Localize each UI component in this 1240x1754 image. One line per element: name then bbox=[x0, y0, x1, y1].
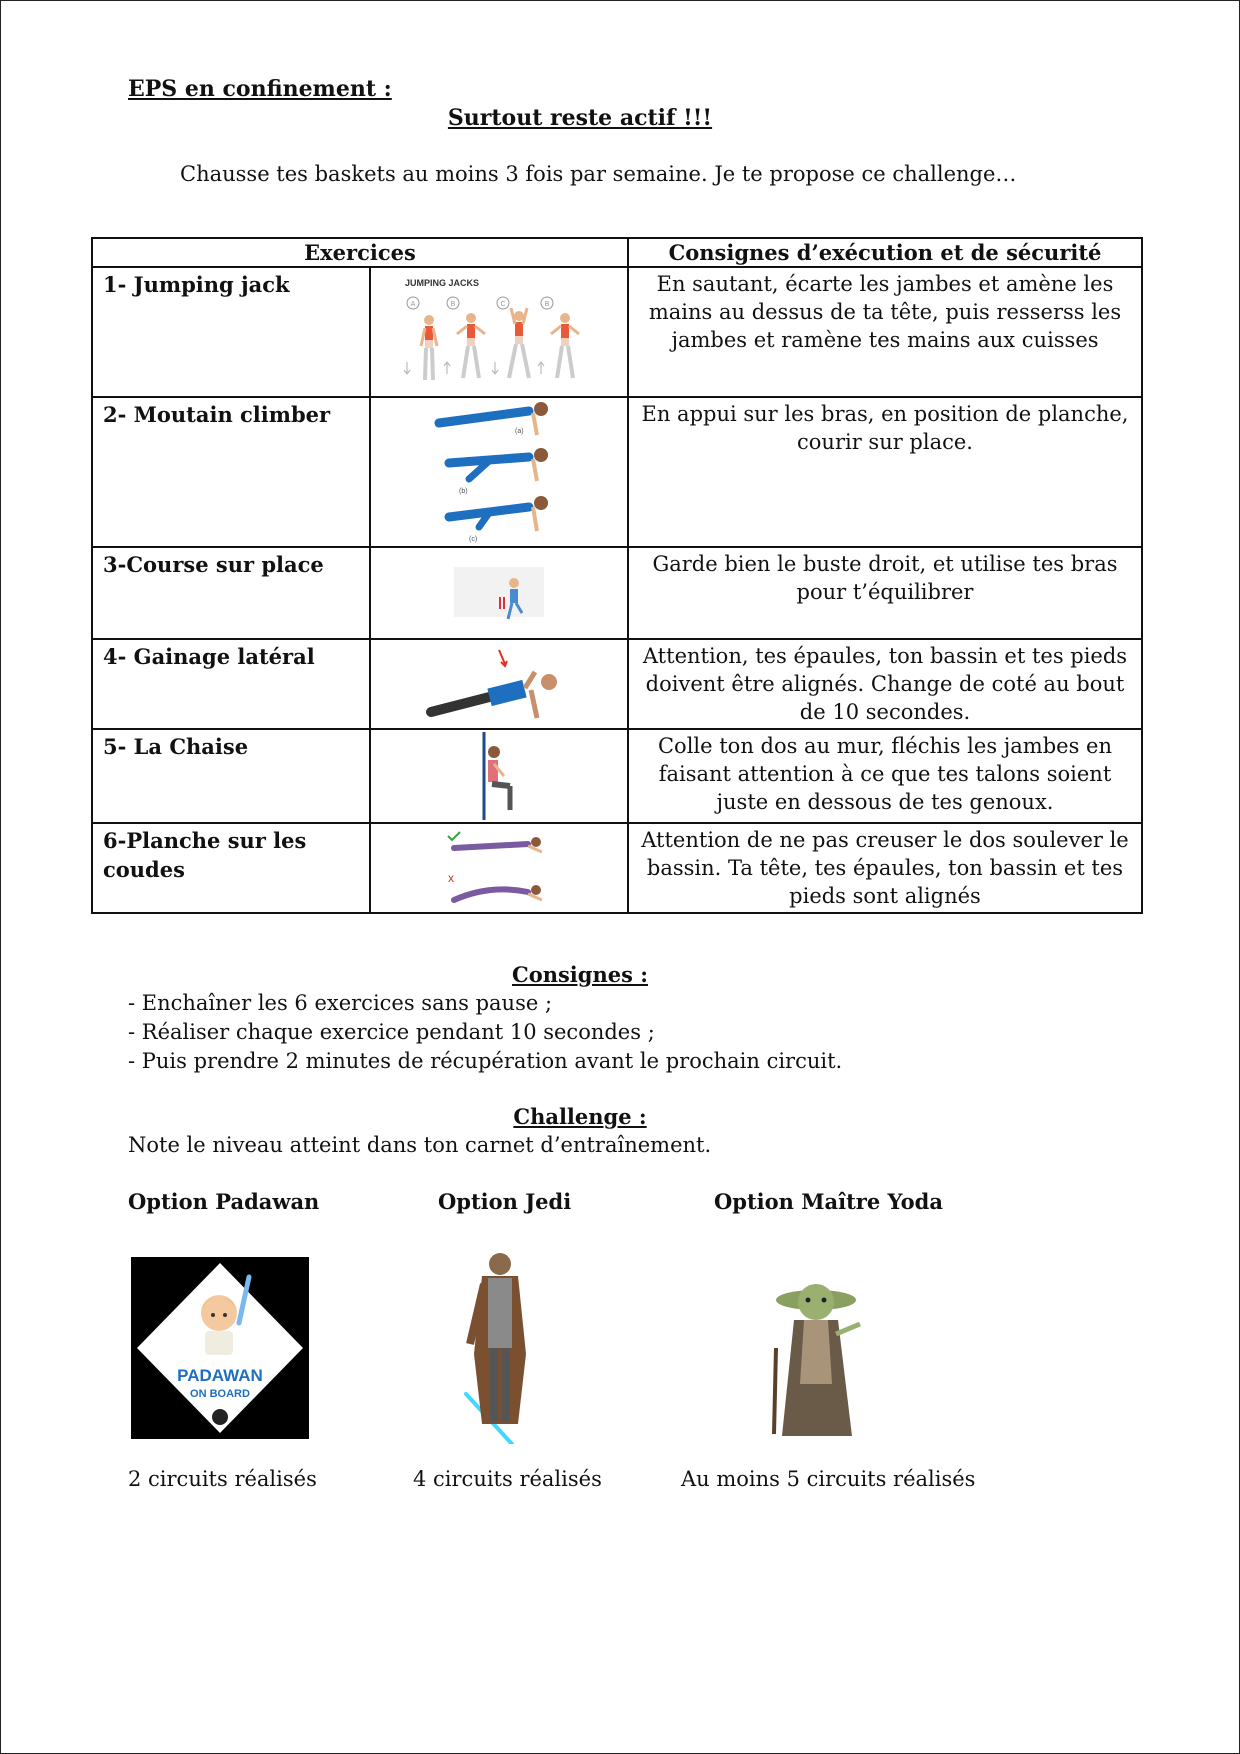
forearm-plank-image bbox=[370, 823, 628, 913]
exercise-table bbox=[91, 237, 1143, 914]
padawan-sign-image bbox=[131, 1257, 309, 1439]
document-title: EPS en confinement : bbox=[128, 76, 392, 102]
wall-sit-image bbox=[370, 729, 628, 823]
on-board-sign-text: ON BOARD bbox=[190, 1388, 250, 1400]
jj-letter-b2: B bbox=[544, 301, 550, 308]
exercise-name: 5- La Chaise bbox=[92, 729, 370, 823]
exercise-consigne: Attention de ne pas creuser le dos soulever le bassin. Ta tête, tes épaules, ton bassin et tes pieds sont alignés bbox=[628, 823, 1142, 913]
jumping-jacks-image bbox=[370, 267, 628, 397]
exercise-name: 2- Moutain climber bbox=[92, 397, 370, 547]
challenge-text: Note le niveau atteint dans ton carnet d’entraînement. bbox=[128, 1133, 712, 1157]
exercise-consigne: Colle ton dos au mur, fléchis les jambes en faisant attention à ce que tes talons soient juste en dessous de tes genoux. bbox=[628, 729, 1142, 823]
exercise-consigne: Attention, tes épaules, ton bassin et tes pieds doivent être alignés. Change de coté au bout de 10 secondes. bbox=[628, 639, 1142, 729]
consignes-title: Consignes : bbox=[512, 962, 648, 987]
option-padawan-title: Option Padawan bbox=[128, 1189, 320, 1214]
table-header-row bbox=[92, 238, 1142, 267]
image-caption: JUMPING JACKS bbox=[405, 278, 480, 288]
consigne-item: - Puis prendre 2 minutes de récupération avant le prochain circuit. bbox=[128, 1049, 843, 1073]
document-subtitle: Surtout reste actif !!! bbox=[447, 105, 713, 131]
option-jedi-title: Option Jedi bbox=[438, 1189, 572, 1214]
jedi-figure-image bbox=[448, 1244, 548, 1444]
svg-text:x: x bbox=[448, 871, 454, 885]
intro-text: Chausse tes baskets au moins 3 fois par semaine. Je te propose ce challenge… bbox=[180, 162, 1017, 186]
consigne-item: - Enchaîner les 6 exercices sans pause ; bbox=[128, 991, 553, 1015]
exercise-name: 1- Jumping jack bbox=[92, 267, 370, 397]
exercise-consigne: Garde bien le buste droit, et utilise tes bras pour t’équilibrer bbox=[628, 547, 1142, 639]
padawan-label: 2 circuits réalisés bbox=[128, 1467, 317, 1491]
jj-letter-c: C bbox=[500, 301, 506, 308]
table-row bbox=[92, 397, 1142, 547]
side-plank-image bbox=[370, 639, 628, 729]
mc-letter-c: (c) bbox=[469, 536, 478, 543]
table-row bbox=[92, 547, 1142, 639]
running-in-place-image bbox=[370, 547, 628, 639]
yoda-label: Au moins 5 circuits réalisés bbox=[681, 1467, 976, 1491]
exercise-consigne: En appui sur les bras, en position de planche, courir sur place. bbox=[628, 397, 1142, 547]
option-yoda-title: Option Maître Yoda bbox=[714, 1189, 943, 1214]
jedi-label: 4 circuits réalisés bbox=[413, 1467, 602, 1491]
yoda-figure-image bbox=[760, 1264, 880, 1444]
challenge-title: Challenge : bbox=[513, 1104, 647, 1129]
exercise-consigne: En sautant, écarte les jambes et amène les mains au dessus de ta tête, puis resserss les jambes et ramène tes mains aux cuisses bbox=[628, 267, 1142, 397]
jj-letter-b: B bbox=[450, 301, 456, 308]
table-row bbox=[92, 823, 1142, 913]
header-consignes: Consignes d’exécution et de sécurité bbox=[628, 238, 1142, 267]
mc-letter-b: (b) bbox=[459, 488, 468, 495]
mountain-climber-image bbox=[370, 397, 628, 547]
table-row bbox=[92, 267, 1142, 397]
table-row bbox=[92, 729, 1142, 823]
exercise-name: 3-Course sur place bbox=[92, 547, 370, 639]
exercise-name: 4- Gainage latéral bbox=[92, 639, 370, 729]
exercise-name: 6-Planche sur les coudes bbox=[92, 823, 370, 913]
header-exercices: Exercices bbox=[92, 238, 628, 267]
jj-letter-a: A bbox=[410, 301, 416, 308]
consigne-item: - Réaliser chaque exercice pendant 10 secondes ; bbox=[128, 1020, 655, 1044]
mc-letter-a: (a) bbox=[515, 428, 524, 435]
table-row bbox=[92, 639, 1142, 729]
padawan-sign-text: PADAWAN bbox=[177, 1366, 263, 1385]
